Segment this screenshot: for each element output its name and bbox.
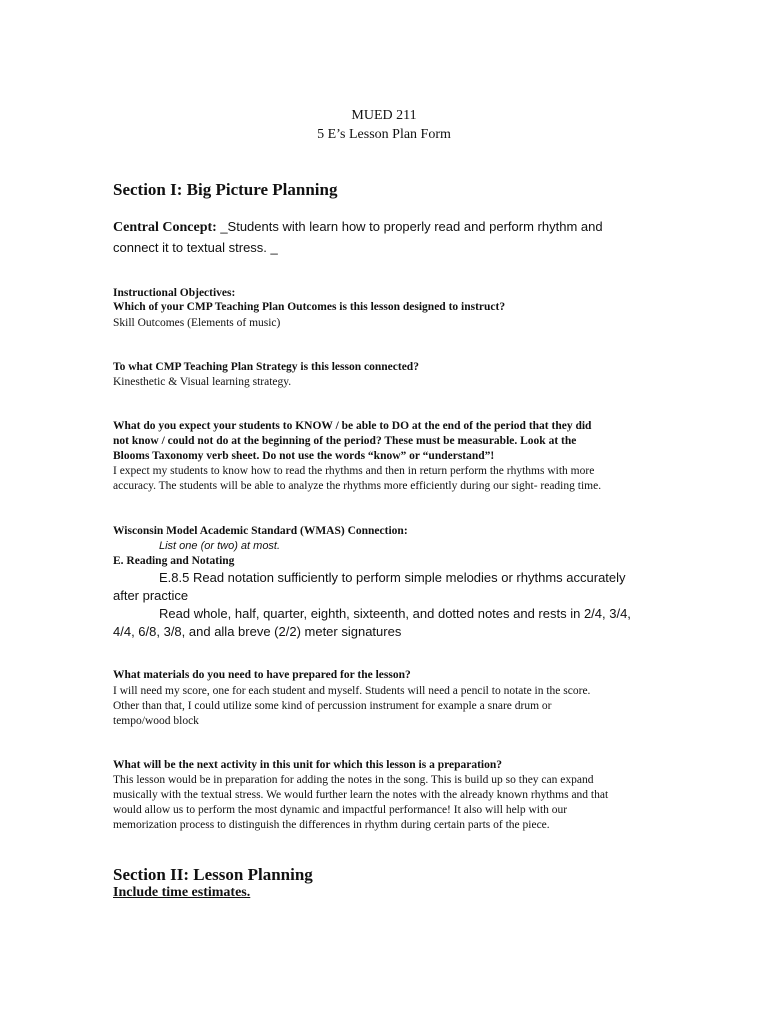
central-concept-line2: connect it to textual stress. _ — [113, 240, 278, 255]
form-title: 5 E’s Lesson Plan Form — [317, 127, 451, 142]
wmas-item2-line2: 4/4, 6/8, 3/8, and alla breve (2/2) meter signatures — [113, 624, 402, 639]
central-concept-cont — [113, 238, 278, 259]
wmas-heading: Wisconsin Model Academic Standard (WMAS) Connection: — [113, 525, 408, 537]
cmp-strategy-question: To what CMP Teaching Plan Strategy is this lesson connected? — [113, 361, 419, 373]
section-2-subheading: Include time estimates. — [113, 885, 251, 900]
cmp-outcomes-question: Which of your CMP Teaching Plan Outcomes is this lesson designed to instruct? — [113, 301, 506, 313]
know-do-question-line1: What do you expect your students to KNOW / be able to DO at the end of the period that they did — [113, 420, 592, 432]
next-activity-answer-line4: memorization process to distinguish the differences in rhythm during certain parts of the piece. — [113, 819, 550, 831]
course-code: MUED 211 — [351, 108, 417, 123]
materials-answer-line1: I will need my score, one for each student and myself. Students will need a pencil to notate in the score. — [113, 685, 591, 697]
next-activity-answer-line1: This lesson would be in preparation for adding the notes in the song. This is build up so they can expand — [113, 774, 594, 786]
central-concept-line1: _Students with learn how to properly read and perform rhythm and — [220, 219, 603, 234]
central-concept-label: Central Concept: — [113, 220, 217, 235]
know-do-answer-line1: I expect my students to know how to read the rhythms and then in return perform the rhythms with more — [113, 465, 595, 477]
next-activity-question: What will be the next activity in this unit for which this lesson is a preparation? — [113, 759, 503, 771]
cmp-outcomes-answer: Skill Outcomes (Elements of music) — [113, 317, 281, 329]
materials-answer-line3: tempo/wood block — [113, 715, 199, 727]
know-do-question-line2: not know / could not do at the beginning of the period? These must be measurable. Look at the — [113, 435, 577, 447]
know-do-question-line3: Blooms Taxonomy verb sheet. Do not use the words “know” or “understand”! — [113, 450, 495, 462]
wmas-item1-line1: E.8.5 Read notation sufficiently to perform simple melodies or rhythms accurately — [159, 570, 626, 585]
wmas-item2-line1: Read whole, half, quarter, eighth, sixteenth, and dotted notes and rests in 2/4, 3/4, — [159, 606, 631, 621]
section-1-heading: Section I: Big Picture Planning — [113, 180, 338, 199]
cmp-strategy-answer: Kinesthetic & Visual learning strategy. — [113, 376, 292, 388]
central-concept — [113, 217, 603, 238]
know-do-answer-line2: accuracy. The students will be able to analyze the rhythms more efficiently during our sight- reading time. — [113, 480, 602, 492]
next-activity-answer-line3: would allow us to perform the most dynamic and impactful performance! It also will help with our — [113, 804, 568, 816]
section-2-heading: Section II: Lesson Planning — [113, 865, 313, 884]
next-activity-answer-line2: musically with the textual stress. We would further learn the notes with the already known rhythms and that — [113, 789, 609, 801]
wmas-item1-line2: after practice — [113, 588, 189, 603]
objectives-heading: Instructional Objectives: — [113, 287, 236, 299]
wmas-hint: List one (or two) at most. — [159, 540, 281, 552]
materials-answer-line2: Other than that, I could utilize some kind of percussion instrument for example a snare drum or — [113, 700, 552, 712]
materials-question: What materials do you need to have prepared for the lesson? — [113, 669, 411, 681]
wmas-standard: E. Reading and Notating — [113, 555, 235, 567]
